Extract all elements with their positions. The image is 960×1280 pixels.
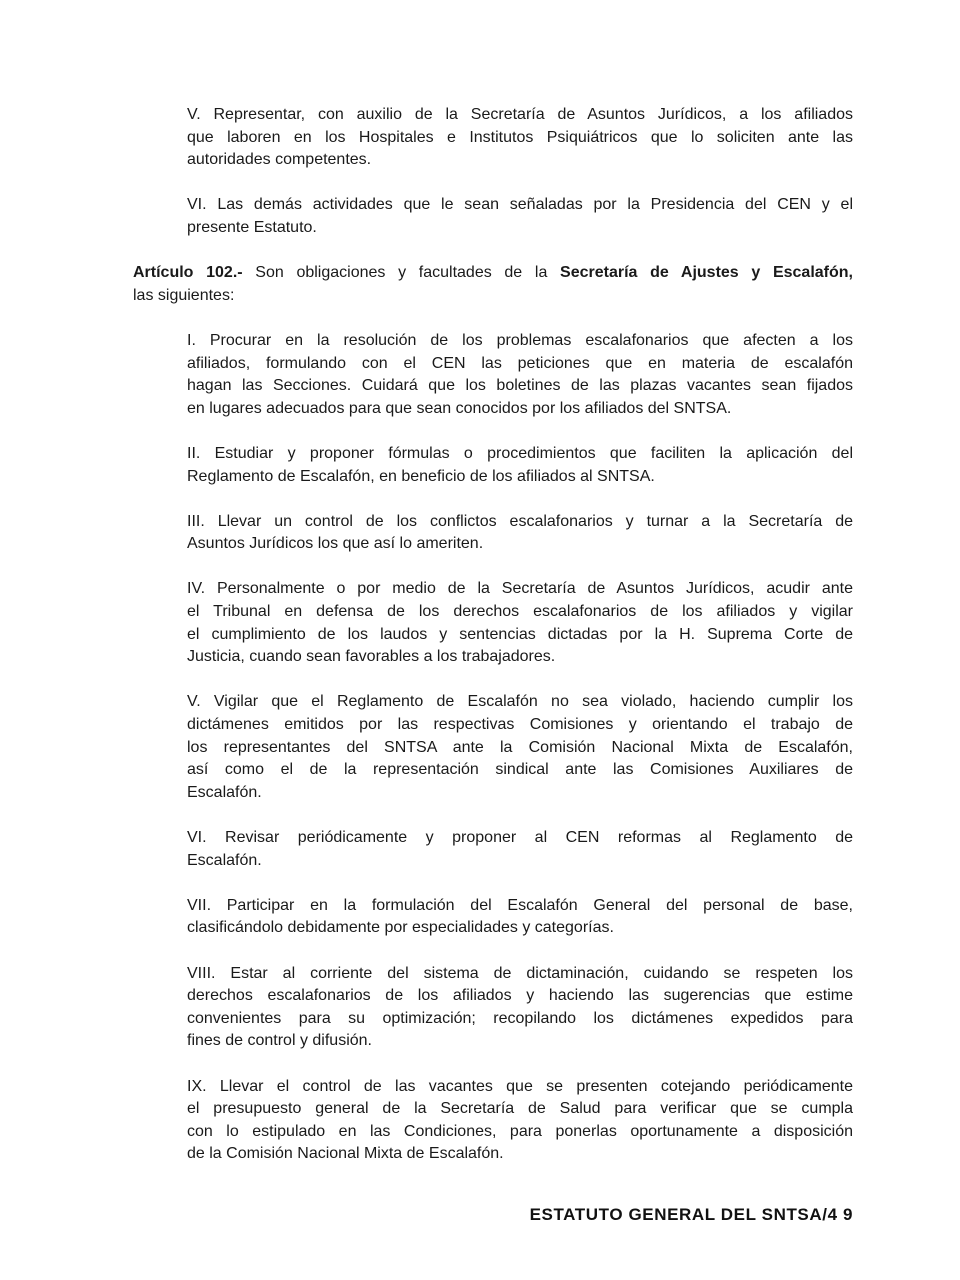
text-line: IX. Llevar el control de las vacantes que se presenten cotejando periódicamente [187, 1077, 853, 1095]
text-line: Asuntos Jurídicos los que así lo ameriten. [187, 535, 484, 553]
list-item [187, 194, 853, 239]
text-line: Escalafón. [187, 783, 262, 801]
text-line: Justicia, cuando sean favorables a los trabajadores. [187, 648, 556, 666]
text-line: clasificándolo debidamente por especialidades y categorías. [187, 919, 614, 937]
list-item [187, 827, 853, 872]
article-text: Son obligaciones y facultades de la [242, 264, 561, 282]
text-line: Reglamento de Escalafón, en beneficio de los afiliados al SNTSA. [187, 467, 655, 485]
page-footer: ESTATUTO GENERAL DEL SNTSA/4 9 [529, 1205, 853, 1224]
text-line: derechos escalafonarios de los afiliados y haciendo las sugerencias que estime [187, 987, 853, 1005]
list-item [187, 511, 853, 556]
text-line: V. Vigilar que el Reglamento de Escalafón no sea violado, haciendo cumplir los [187, 693, 853, 711]
text-line: así como el de la representación sindical ante las Comisiones Auxiliares de [187, 761, 853, 779]
text-line: de la Comisión Nacional Mixta de Escalafón. [187, 1145, 504, 1163]
list-item [187, 578, 853, 668]
text-line: en lugares adecuados para que sean conocidos por los afiliados del SNTSA. [187, 399, 732, 417]
text-line: VIII. Estar al corriente del sistema de dictaminación, cuidando se respeten los [187, 964, 853, 982]
text-line: convenientes para su optimización; recopilando los dictámenes expedidos para [187, 1009, 853, 1027]
text-line: fines de control y difusión. [187, 1032, 372, 1050]
list-item [187, 1076, 853, 1166]
text-line: VI. Las demás actividades que le sean señaladas por la Presidencia del CEN y el [187, 196, 853, 214]
article-items [133, 330, 853, 1166]
text-line: el cumplimiento de los laudos y sentencias dictadas por la H. Suprema Corte de [187, 625, 853, 643]
text-line: Escalafón. [187, 851, 262, 869]
list-item [187, 104, 853, 172]
list-item [187, 963, 853, 1053]
text-line: VII. Participar en la formulación del Escalafón General del personal de base, [187, 896, 853, 914]
article-line [133, 262, 853, 285]
list-item [187, 691, 853, 804]
text-line: el presupuesto general de la Secretaría de Salud para verificar que se cumpla [187, 1100, 853, 1118]
text-line: IV. Personalmente o por medio de la Secretaría de Asuntos Jurídicos, acudir ante [187, 580, 853, 598]
text-line: hagan las Secciones. Cuidará que los boletines de las plazas vacantes sean fijados [187, 377, 853, 395]
text-line: el Tribunal en defensa de los derechos escalafonarios de los afiliados y vigilar [187, 603, 853, 621]
text-line: afiliados, formulando con el CEN las peticiones que en materia de escalafón [187, 354, 853, 372]
list-item [187, 895, 853, 940]
list-item [187, 330, 853, 420]
text-line: VI. Revisar periódicamente y proponer al CEN reformas al Reglamento de [187, 829, 853, 846]
secretariat-name: Secretaría de Ajustes y Escalafón, [560, 264, 853, 282]
list-item [187, 443, 853, 488]
text-line: con lo estipulado en las Condiciones, para ponerlas oportunamente a disposición [187, 1122, 853, 1140]
text-line: dictámenes emitidos por las respectivas Comisiones y orientando el trabajo de [187, 716, 853, 734]
text-line: V. Representar, con auxilio de la Secretaría de Asuntos Jurídicos, a los afiliados [187, 106, 853, 123]
text-line: I. Procurar en la resolución de los problemas escalafonarios que afecten a los [187, 331, 853, 349]
document-body [133, 104, 853, 1189]
text-line: los representantes del SNTSA ante la Comisión Nacional Mixta de Escalafón, [187, 738, 853, 756]
article-102-heading [133, 262, 853, 307]
text-line: presente Estatuto. [187, 218, 317, 236]
text-line: II. Estudiar y proponer fórmulas o procedimientos que faciliten la aplicación del [187, 444, 853, 462]
text-line: autoridades competentes. [187, 151, 372, 169]
text-line: III. Llevar un control de los conflictos escalafonarios y turnar a la Secretaría de [187, 512, 853, 530]
text-line: que laboren en los Hospitales e Institutos Psiquiátricos que lo soliciten ante las [187, 128, 853, 146]
article-line: las siguientes: [133, 286, 235, 304]
preceding-items [133, 104, 853, 240]
article-label: Artículo 102.- [133, 264, 243, 282]
